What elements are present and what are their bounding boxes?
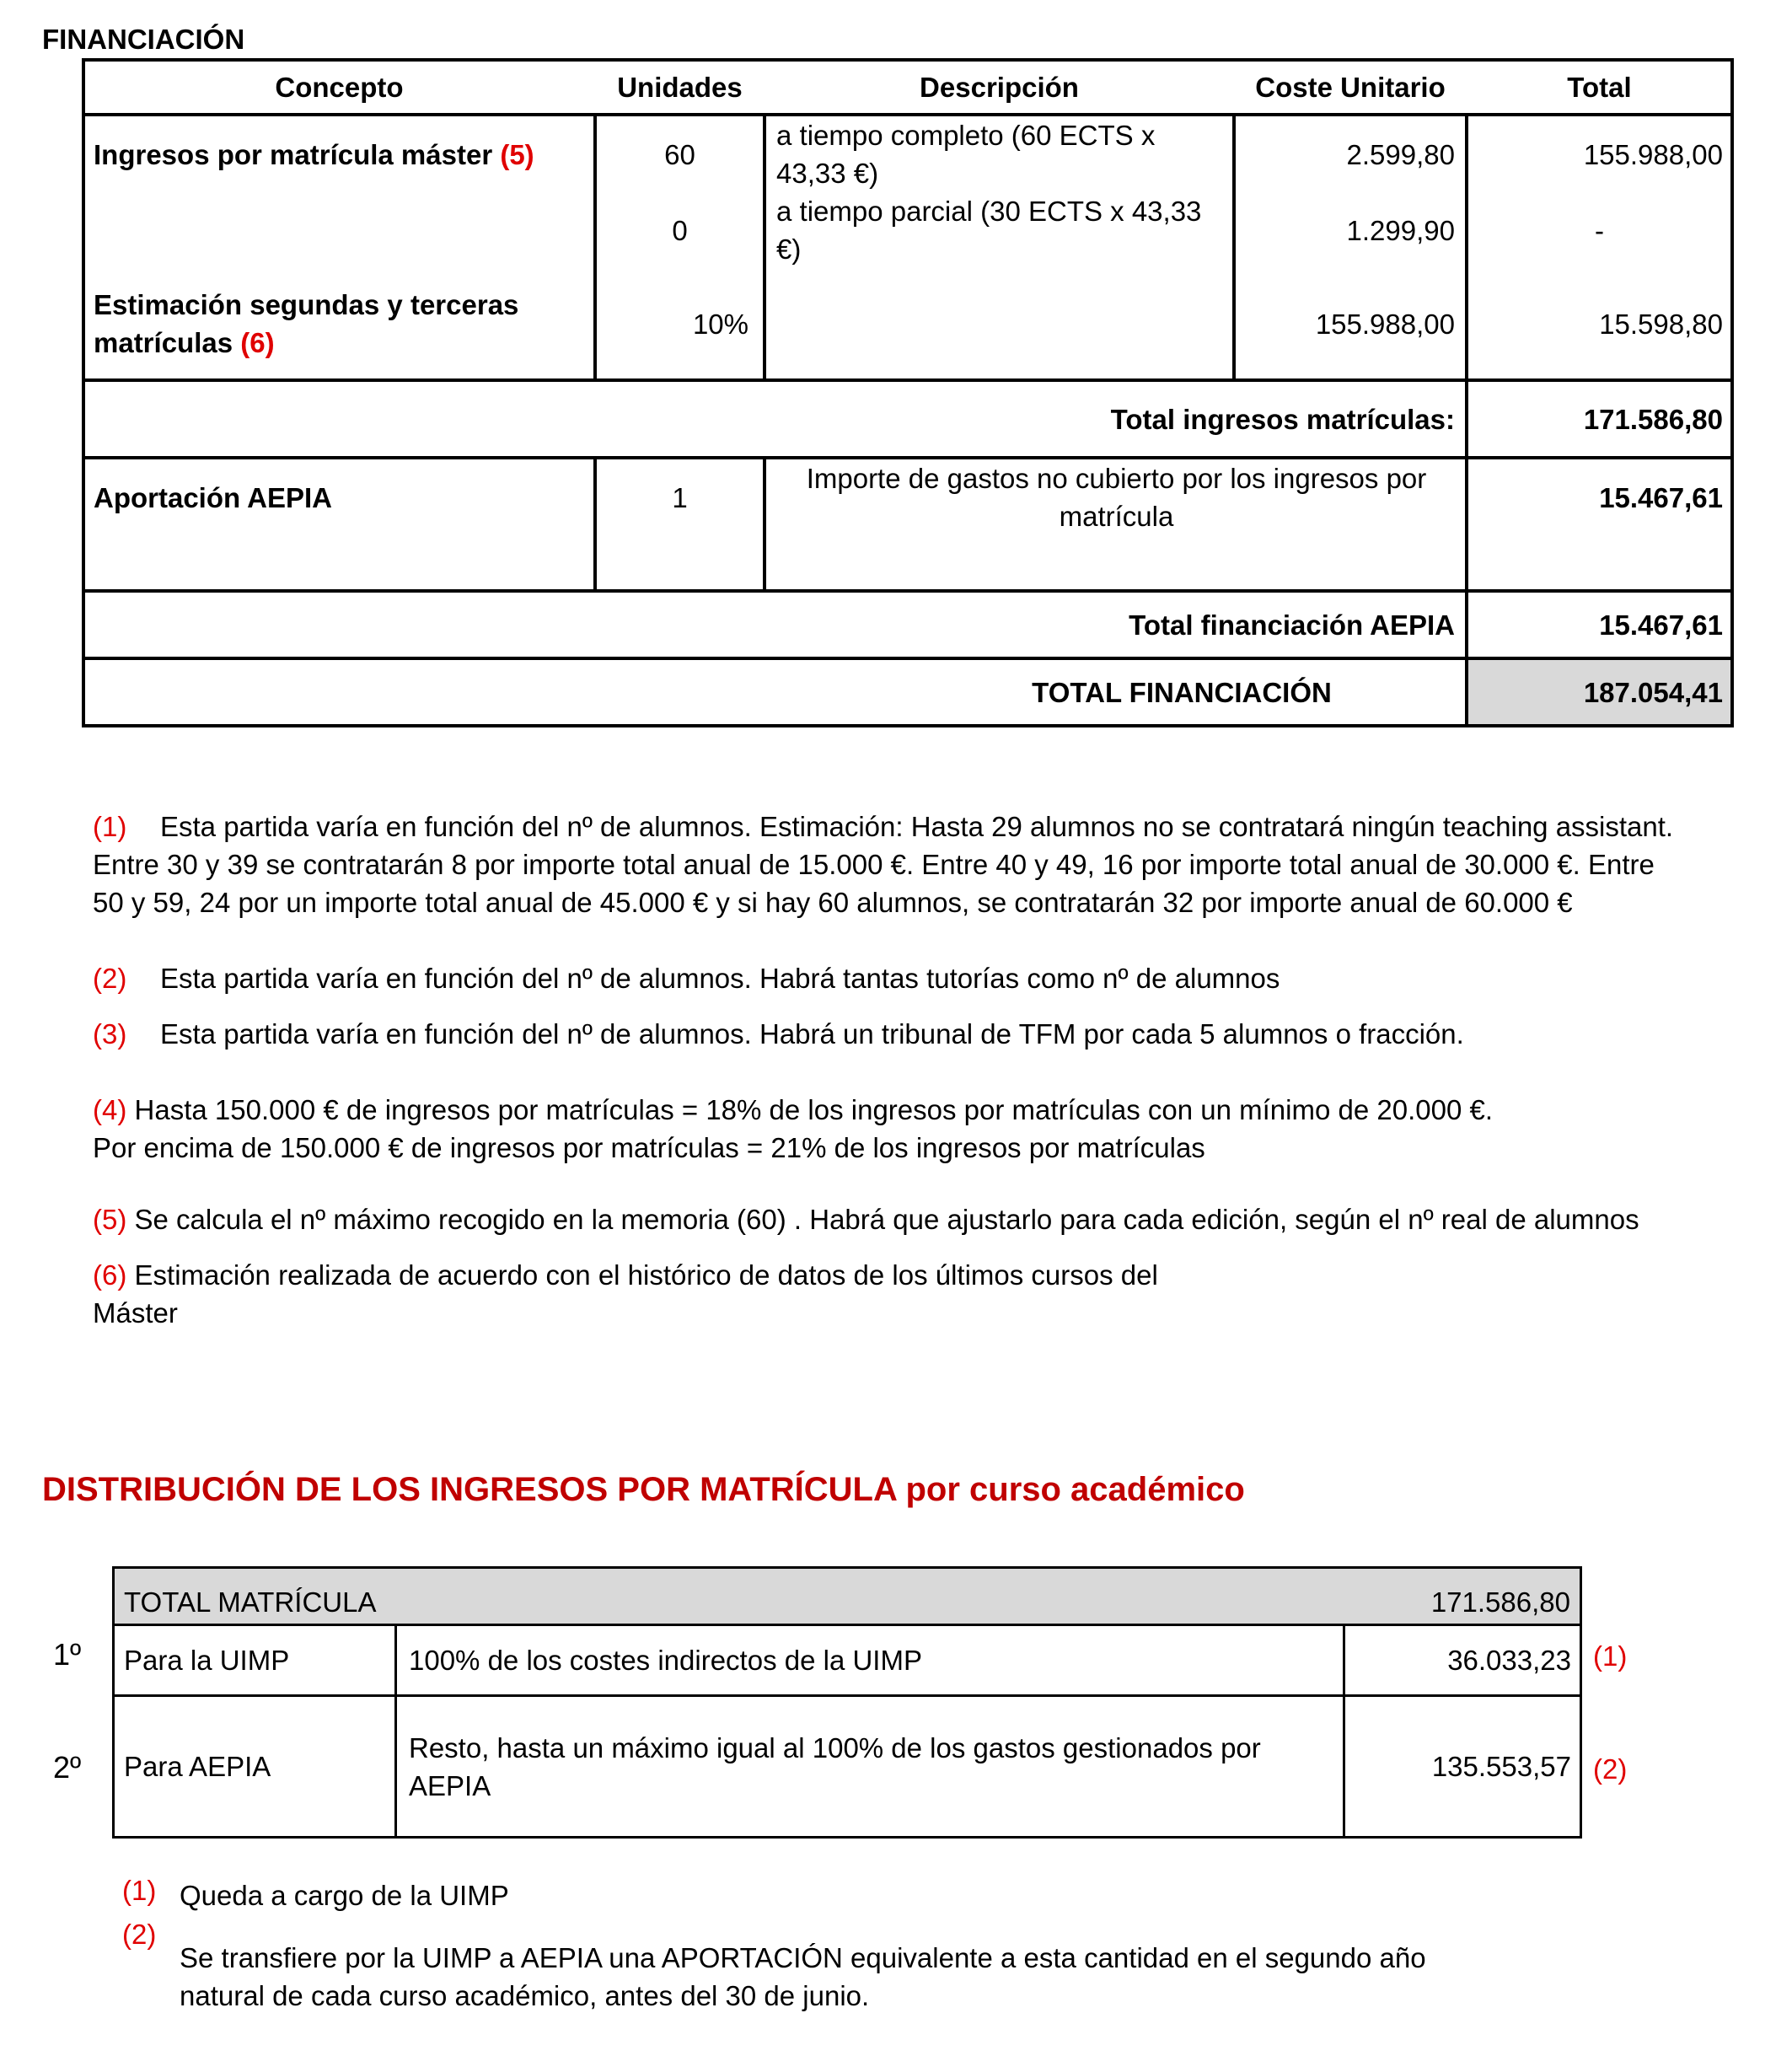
table-row-descripcion: a tiempo completo (60 ECTS x 43,33 €) [776,120,1156,189]
note-5: (5) Se calcula el nº máximo recogido en la memoria (60) . Habrá que ajustarlo para cada edición, según el nº real de alumnos [93,1204,1639,1235]
distribucion-title: DISTRIBUCIÓN DE LOS INGRESOS POR MATRÍCULA por curso académico [42,1471,1245,1508]
note-4: (4) Hasta 150.000 € de ingresos por matrículas = 18% de los ingresos por matrículas con un mínimo de 20.000 €. Por encima de 150.000 € de ingresos por matrículas = 21% de los ingresos por matrículas [93,1094,1494,1163]
note-2: (2) Esta partida varía en función del nº de alumnos. Habrá tantas tutorías como nº de alumnos [93,963,1280,994]
dist-note-2-text: Se transfiere por la UIMP a AEPIA una APORTACIÓN equivalente a esta cantidad en el segundo año natural de cada curso académico, antes del 30 de junio. [180,1942,1426,2011]
dist-note-2-num: (2) [122,1919,157,1950]
total-matriculas-label: Total ingresos matrículas: [1110,403,1455,435]
table-row-concepto: Estimación segundas y terceras matrículas (6) [94,289,519,358]
financiacion-table [82,58,1734,727]
ref-1: (1) [1593,1640,1628,1672]
order-2: 2º [53,1750,82,1785]
table-row-coste: 2.599,80 [1346,138,1455,170]
table-row-unidades: 0 [672,214,688,246]
header-coste-unitario: Coste Unitario [1255,72,1446,103]
table-row-coste: 1.299,90 [1346,214,1455,246]
ref-2: (2) [1593,1753,1628,1785]
table-row-total: 155.988,00 [1583,138,1723,170]
total-matricula-value: 171.586,80 [1430,1586,1570,1618]
table-row-desc: 100% de los costes indirectos de la UIMP [409,1645,922,1676]
aportacion-unidades: 1 [672,481,688,513]
distribucion-table [112,1566,1582,1849]
table-row-para: Para la UIMP [124,1645,290,1676]
table-row-concepto: Ingresos por matrícula máster (5) [94,138,534,170]
table-row-desc: Resto, hasta un máximo igual al 100% de los gastos gestionados por AEPIA [409,1731,1261,1801]
header-unidades: Unidades [617,72,743,103]
dist-note-1-text: Queda a cargo de la UIMP [180,1880,509,1911]
total-financiacion-label: TOTAL FINANCIACIÓN [1032,676,1332,708]
financiacion-title: FINANCIACIÓN [42,24,245,55]
table-row-value: 135.553,57 [1431,1751,1571,1782]
aportacion-descripcion: Importe de gastos no cubierto por los ingresos por matrícula [806,463,1427,532]
table-row-unidades: 10% [692,308,748,340]
total-aepia-label: Total financiación AEPIA [1129,609,1455,641]
total-matricula-label: TOTAL MATRÍCULA [124,1586,377,1618]
table-row-total: - [1595,214,1604,246]
total-financiacion-value: 187.054,41 [1468,660,1730,724]
header-total: Total [1567,72,1632,103]
table-row-para: Para AEPIA [124,1751,271,1782]
table-row-value: 36.033,23 [1447,1645,1571,1676]
note-3: (3) Esta partida varía en función del nº de alumnos. Habrá un tribunal de TFM por cada 5 alumnos o fracción. [93,1018,1464,1049]
note-6: (6) Estimación realizada de acuerdo con el histórico de datos de los últimos cursos del Máster [93,1259,1158,1329]
dist-note-1-num: (1) [122,1875,157,1906]
aportacion-concepto: Aportación AEPIA [94,481,332,513]
note-1: (1) Esta partida varía en función del nº de alumnos. Estimación: Hasta 29 alumnos no se contratará ningún teaching assistant. Entre 30 y 39 se contratarán 8 por importe total anual de 15.000 €. Entre 40 y 49, 16 por importe total anual de 30.000 €. Entre 50 y 59, 24 por un importe total anual de 45.000 € y si hay 60 alumnos, se contratarán 32 por importe anual de 60.000 € [93,811,1674,918]
table-row-total: 15.598,80 [1599,308,1723,340]
table-row-descripcion: a tiempo parcial (30 ECTS x 43,33 €) [776,196,1202,265]
header-concepto: Concepto [275,72,404,103]
order-1: 1º [53,1637,82,1672]
table-row-unidades: 60 [664,138,695,170]
table-row-coste: 155.988,00 [1315,308,1455,340]
total-aepia-value: 15.467,61 [1599,609,1723,641]
header-descripcion: Descripción [920,72,1079,103]
total-matriculas-value: 171.586,80 [1583,403,1723,435]
aportacion-total: 15.467,61 [1599,481,1723,513]
